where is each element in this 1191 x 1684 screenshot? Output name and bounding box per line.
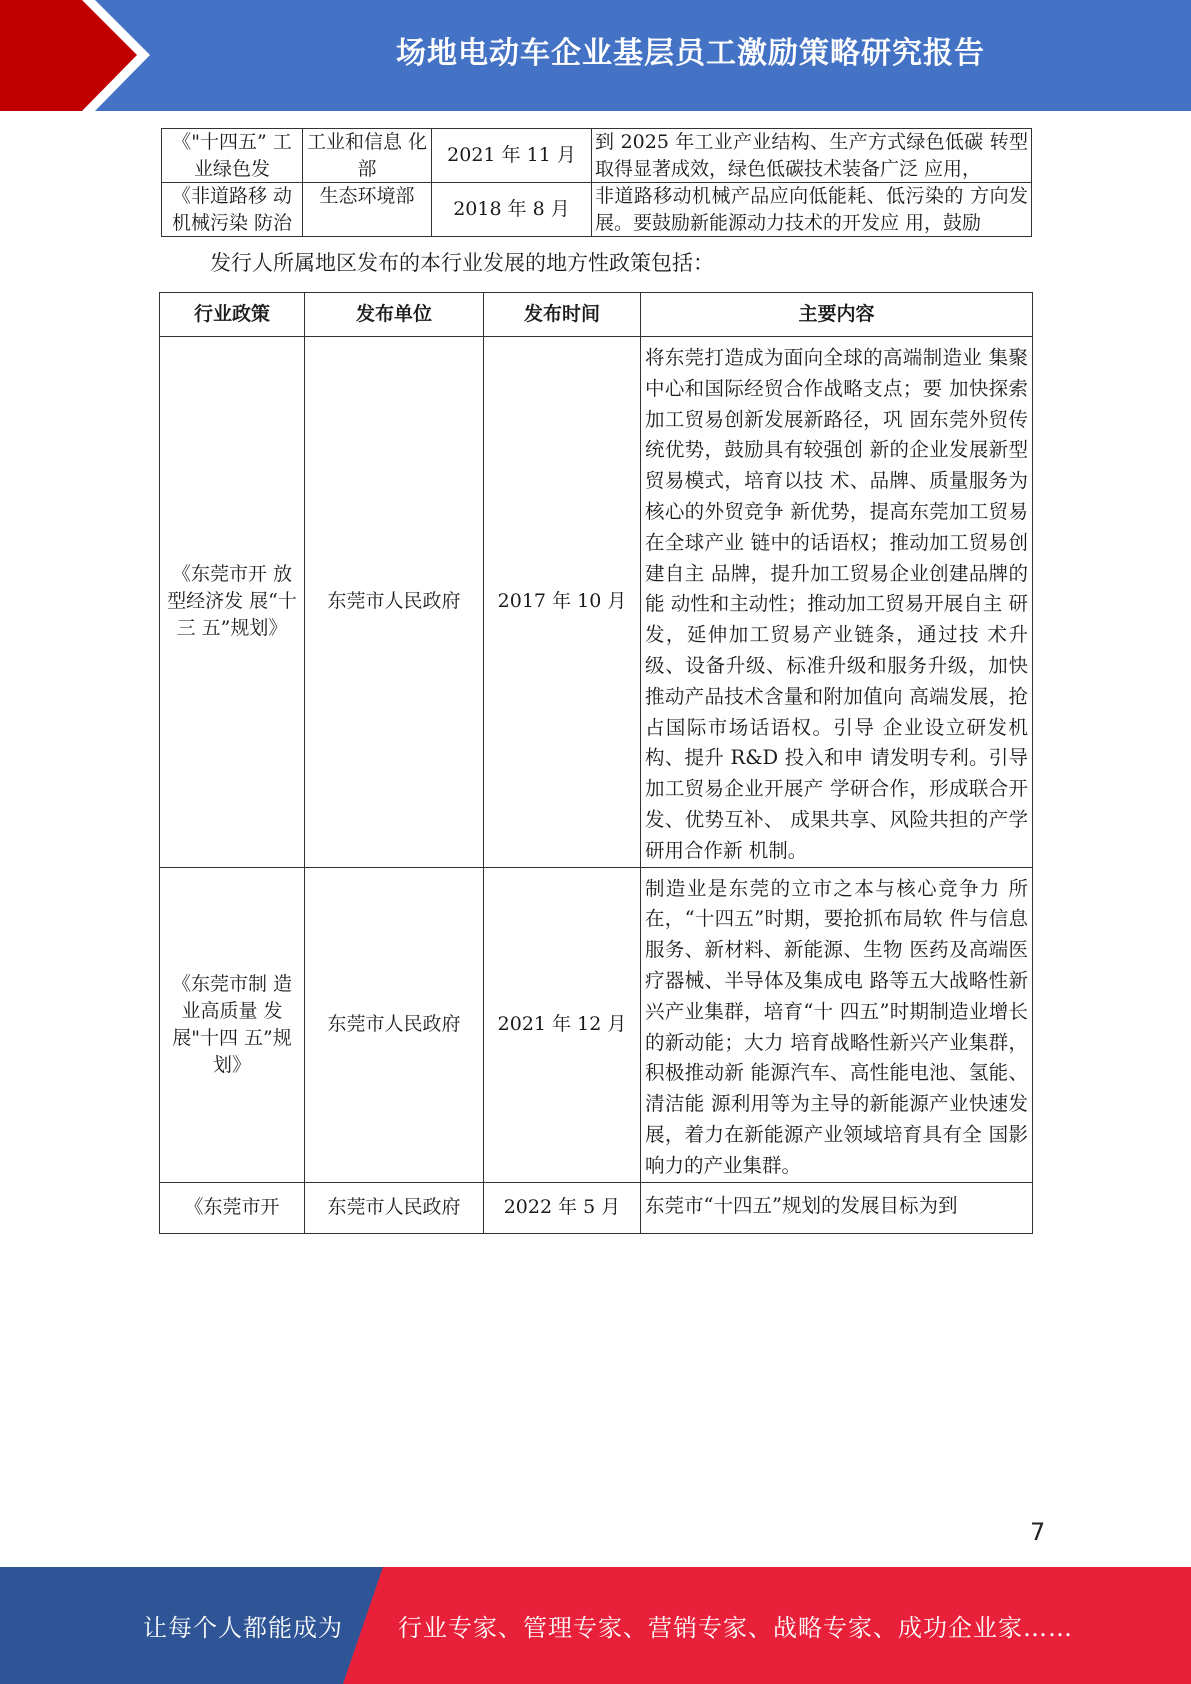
column-header-date: 发布时间: [484, 293, 641, 337]
footer-slogan-left: 让每个人都能成为: [143, 1614, 343, 1642]
table-row: [162, 129, 1032, 183]
table-row: [160, 867, 1033, 1182]
column-header-policy: 行业政策: [160, 293, 305, 337]
header-banner: [0, 0, 1191, 111]
table-header-row: [160, 293, 1033, 337]
column-header-content: 主要内容: [641, 293, 1033, 337]
intro-paragraph: 发行人所属地区发布的本行业发展的地方性政策包括：: [210, 251, 714, 275]
policy-name-cell: 《非道路移 动机械污染 防治: [162, 183, 303, 237]
policy-name-cell: 《东莞市开 放型经济发 展“十三 五”规划》: [160, 337, 305, 868]
column-header-issuer: 发布单位: [305, 293, 484, 337]
footer-banner: [0, 1567, 1191, 1684]
issuer-cell: 东莞市人民政府: [305, 867, 484, 1182]
date-cell: 2022 年 5 月: [484, 1182, 641, 1233]
policy-name-cell: 《东莞市制 造业高质量 发展"十四 五”规划》: [160, 867, 305, 1182]
document-title: 场地电动车企业基层员工激励策略研究报告: [396, 36, 985, 71]
date-cell: 2017 年 10 月: [484, 337, 641, 868]
table-row: [160, 1182, 1033, 1233]
policy-name-cell: 《东莞市开: [160, 1182, 305, 1233]
content-cell: 非道路移动机械产品应向低能耗、低污染的 方向发展。要鼓励新能源动力技术的开发应 用，鼓励: [592, 183, 1032, 237]
issuer-cell: 东莞市人民政府: [305, 337, 484, 868]
chevron-arrow-icon: [0, 0, 160, 111]
page-number: 7: [1030, 1518, 1046, 1546]
table-row: [160, 337, 1033, 868]
content-cell: 到 2025 年工业产业结构、生产方式绿色低碳 转型取得显著成效，绿色低碳技术装备广泛 应用，: [592, 129, 1032, 183]
issuer-cell: 工业和信息 化部: [303, 129, 432, 183]
issuer-cell: 东莞市人民政府: [305, 1182, 484, 1233]
content-cell: 制造业是东莞的立市之本与核心竞争力 所在，“十四五”时期，要抢抓布局软 件与信息服务、新材料、新能源、生物 医药及高端医疗器械、半导体及集成电 路等五大战略性新兴产业集群，培育“十 四五”时期制造业增长的新动能；大力 培育战略性新兴产业集群，积极推动新 能源汽车、高性能电池、氢能、清洁能 源利用等为主导的新能源产业快速发 展，着力在新能源产业领域培育具有全 国影响力的产业集群。: [641, 867, 1033, 1182]
footer-slogan-right: 行业专家、管理专家、营销专家、战略专家、成功企业家……: [398, 1614, 1073, 1642]
table-row: [162, 183, 1032, 237]
content-cell: 东莞市“十四五”规划的发展目标为到: [641, 1182, 1033, 1233]
date-cell: 2021 年 12 月: [484, 867, 641, 1182]
date-cell: 2021 年 11 月: [432, 129, 592, 183]
issuer-cell: 生态环境部: [303, 183, 432, 237]
local-policy-table: [159, 292, 1033, 1234]
content-cell: 将东莞打造成为面向全球的高端制造业 集聚中心和国际经贸合作战略支点；要 加快探索加工贸易创新发展新路径，巩 固东莞外贸传统优势，鼓励具有较强创 新的企业发展新型贸易模式，培育以技 术、品牌、质量服务为核心的外贸竞争 新优势，提高东莞加工贸易在全球产业 链中的话语权；推动加工贸易创建自主 品牌，提升加工贸易企业创建品牌的能 动性和主动性；推动加工贸易开展自主 研发，延伸加工贸易产业链条，通过技 术升级、设备升级、标准升级和服务升级，加快推动产品技术含量和附加值向 高端发展，抢占国际市场话语权。引导 企业设立研发机构、提升 R&D 投入和申 请发明专利。引导加工贸易企业开展产 学研合作，形成联合开发、优势互补、 成果共享、风险共担的产学研用合作新 机制。: [641, 337, 1033, 868]
national-policy-table: [161, 128, 1032, 237]
date-cell: 2018 年 8 月: [432, 183, 592, 237]
policy-name-cell: 《"十四五” 工业绿色发: [162, 129, 303, 183]
